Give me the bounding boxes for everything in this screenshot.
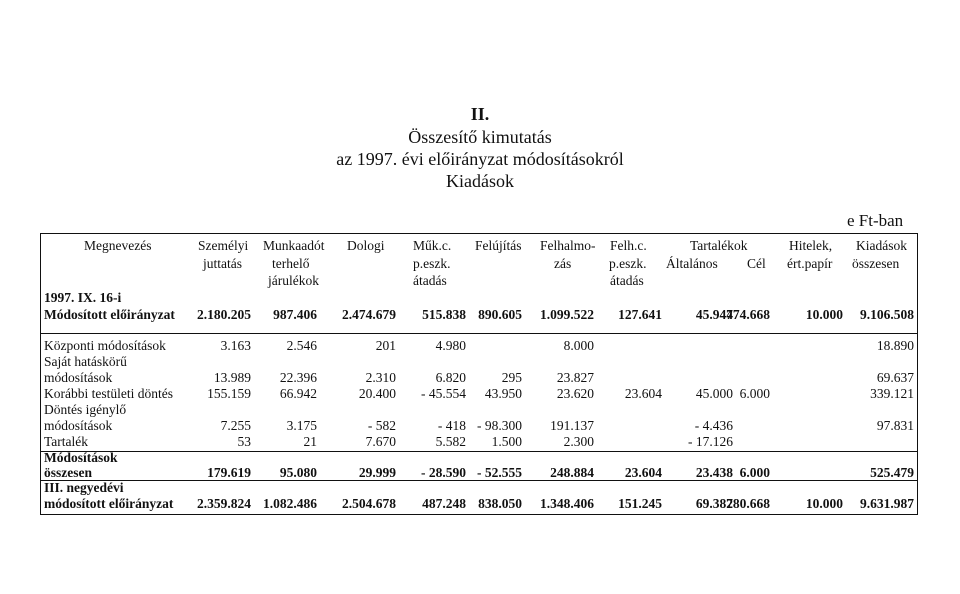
cell-r5-felujitas: - 98.300 (477, 418, 522, 433)
cell-r1-kiadasok: 9.106.508 (860, 307, 914, 322)
cell-r4-kiadasok: 339.121 (870, 386, 914, 401)
cell-r6-felhalmozas: 2.300 (563, 434, 594, 449)
cell-r4-cel: 6.000 (739, 386, 770, 401)
unit-label: e Ft-ban (847, 211, 904, 230)
cell-r8-altalanos: 69.382 (695, 496, 733, 511)
cell-r2-dologi: 201 (375, 338, 396, 353)
cell-r8-kiadasok: 9.631.987 (860, 496, 914, 511)
cell-r7-muk: - 28.590 (421, 465, 466, 480)
cell-r7-szemelyi: 179.619 (207, 465, 251, 480)
col-felh: Felh.c. (610, 238, 647, 253)
cell-r6-szemelyi: 53 (237, 434, 251, 449)
col-munkaado-3: járulékok (268, 273, 319, 288)
cell-r6-munkaado: 21 (303, 434, 317, 449)
row-label-tartalek: Tartalék (44, 434, 89, 449)
col-szemelyi: Személyi (198, 238, 249, 253)
cell-r8-munkaado: 1.082.486 (263, 496, 317, 511)
cell-r5-altalanos: - 4.436 (694, 418, 733, 433)
cell-r2-kiadasok: 18.890 (876, 338, 914, 353)
cell-r5-muk: - 418 (437, 418, 466, 433)
cell-r8-felujitas: 838.050 (478, 496, 522, 511)
col-felh-2: p.eszk. (609, 256, 647, 271)
cell-r3-dologi: 2.310 (365, 370, 396, 385)
col-muk: Műk.c. (413, 238, 452, 253)
col-munkaado-2: terhelő (272, 256, 310, 271)
col-altalanos: Általános (666, 256, 718, 271)
cell-r3-munkaado: 22.396 (279, 370, 317, 385)
cell-r4-felh: 23.604 (624, 386, 662, 401)
cell-r1-altalanos: 45.944 (695, 307, 733, 322)
cell-r1-felujitas: 890.605 (478, 307, 522, 322)
row-label-totals-1: Módosítások (44, 450, 118, 465)
col-felujitas: Felújítás (475, 238, 522, 253)
col-hitelek: Hitelek, (789, 238, 833, 253)
cell-r3-muk: 6.820 (435, 370, 466, 385)
cell-r7-kiadasok: 525.479 (870, 465, 914, 480)
cell-r1-munkaado: 987.406 (273, 307, 317, 322)
col-name: Megnevezés (84, 238, 152, 253)
cell-r2-felhalmozas: 8.000 (563, 338, 594, 353)
cell-r4-felujitas: 43.950 (484, 386, 522, 401)
col-felhalmozas-2: zás (554, 256, 572, 271)
cell-r3-szemelyi: 13.989 (213, 370, 251, 385)
col-tartalekok: Tartalékok (690, 238, 748, 253)
cell-r4-felhalmozas: 23.620 (556, 386, 594, 401)
col-muk-2: p.eszk. (413, 256, 451, 271)
cell-r7-munkaado: 95.080 (279, 465, 317, 480)
cell-r2-munkaado: 2.546 (286, 338, 317, 353)
cell-r5-kiadasok: 97.831 (876, 418, 914, 433)
col-dologi: Dologi (347, 238, 385, 253)
row-label-dontes-2: módosítások (44, 418, 113, 433)
col-felh-3: átadás (610, 273, 644, 288)
report-title: Összesítő kimutatás (408, 127, 552, 147)
cell-r4-szemelyi: 155.159 (207, 386, 251, 401)
cell-r6-altalanos: - 17.126 (688, 434, 733, 449)
row-label-kozponti: Központi módosítások (44, 338, 166, 353)
cell-r8-felhalmozas: 1.348.406 (540, 496, 594, 511)
cell-r8-dologi: 2.504.678 (342, 496, 396, 511)
cell-r1-szemelyi: 2.180.205 (197, 307, 251, 322)
cell-r7-dologi: 29.999 (358, 465, 396, 480)
cell-r4-munkaado: 66.942 (279, 386, 317, 401)
col-szemelyi-2: juttatás (203, 256, 242, 271)
cell-r5-szemelyi: 7.255 (220, 418, 251, 433)
cell-r4-dologi: 20.400 (358, 386, 396, 401)
cell-r6-dologi: 7.670 (365, 434, 396, 449)
cell-r1-dologi: 2.474.679 (342, 307, 396, 322)
section-number: II. (470, 104, 490, 124)
cell-r8-szemelyi: 2.359.824 (197, 496, 251, 511)
cell-r2-szemelyi: 3.163 (220, 338, 251, 353)
cell-r7-felh: 23.604 (624, 465, 662, 480)
report-subtitle: az 1997. évi előirányzat módosításokról (336, 149, 624, 169)
cell-r1-hitelek: 10.000 (805, 307, 843, 322)
cell-r5-felhalmozas: 191.137 (550, 418, 594, 433)
col-kiadasok: Kiadások (856, 238, 907, 253)
col-munkaado: Munkaadót (263, 238, 325, 253)
col-felhalmozas: Felhalmo- (540, 238, 596, 253)
cell-r2-muk: 4.980 (435, 338, 466, 353)
cell-r5-dologi: - 582 (367, 418, 396, 433)
cell-r5-munkaado: 3.175 (286, 418, 317, 433)
divider-after-start (40, 333, 918, 334)
col-hitelek-2: ért.papír (787, 256, 833, 271)
divider-before-totals (40, 451, 918, 452)
col-kiadasok-2: összesen (852, 256, 900, 271)
cell-r6-muk: 5.582 (435, 434, 466, 449)
cell-r8-hitelek: 10.000 (805, 496, 843, 511)
report-section: Kiadások (446, 171, 514, 191)
cell-r8-felh: 151.245 (618, 496, 662, 511)
cell-r4-altalanos: 45.000 (695, 386, 733, 401)
row-label-sajat-1: Saját hatáskörű (44, 354, 127, 369)
row-label-sajat-2: módosítások (44, 370, 113, 385)
cell-r3-kiadasok: 69.637 (876, 370, 914, 385)
cell-r7-altalanos: 23.438 (695, 465, 733, 480)
cell-r1-felh: 127.641 (618, 307, 662, 322)
row-label-final-1: III. negyedévi (44, 480, 124, 495)
row-label-final-2: módosított előirányzat (44, 496, 174, 511)
cell-r3-felhalmozas: 23.827 (556, 370, 594, 385)
cell-r6-felujitas: 1.500 (491, 434, 522, 449)
row-label-start-2: Módosított előirányzat (44, 307, 175, 322)
cell-r7-felujitas: - 52.555 (477, 465, 522, 480)
cell-r1-muk: 515.838 (422, 307, 466, 322)
col-cel: Cél (747, 256, 766, 271)
row-label-korabbi: Korábbi testületi döntés (44, 386, 173, 401)
cell-r7-felhalmozas: 248.884 (550, 465, 594, 480)
cell-r7-cel: 6.000 (739, 465, 770, 480)
cell-r8-muk: 487.248 (422, 496, 466, 511)
cell-r1-cel: 774.668 (726, 307, 770, 322)
row-label-start-1: 1997. IX. 16-i (44, 290, 122, 305)
cell-r8-cel: 780.668 (726, 496, 770, 511)
cell-r3-felujitas: 295 (501, 370, 522, 385)
row-label-totals-2: összesen (44, 465, 92, 480)
col-muk-3: átadás (413, 273, 447, 288)
row-label-dontes-1: Döntés igénylő (44, 402, 127, 417)
cell-r4-muk: - 45.554 (421, 386, 466, 401)
cell-r1-felhalmozas: 1.099.522 (540, 307, 594, 322)
